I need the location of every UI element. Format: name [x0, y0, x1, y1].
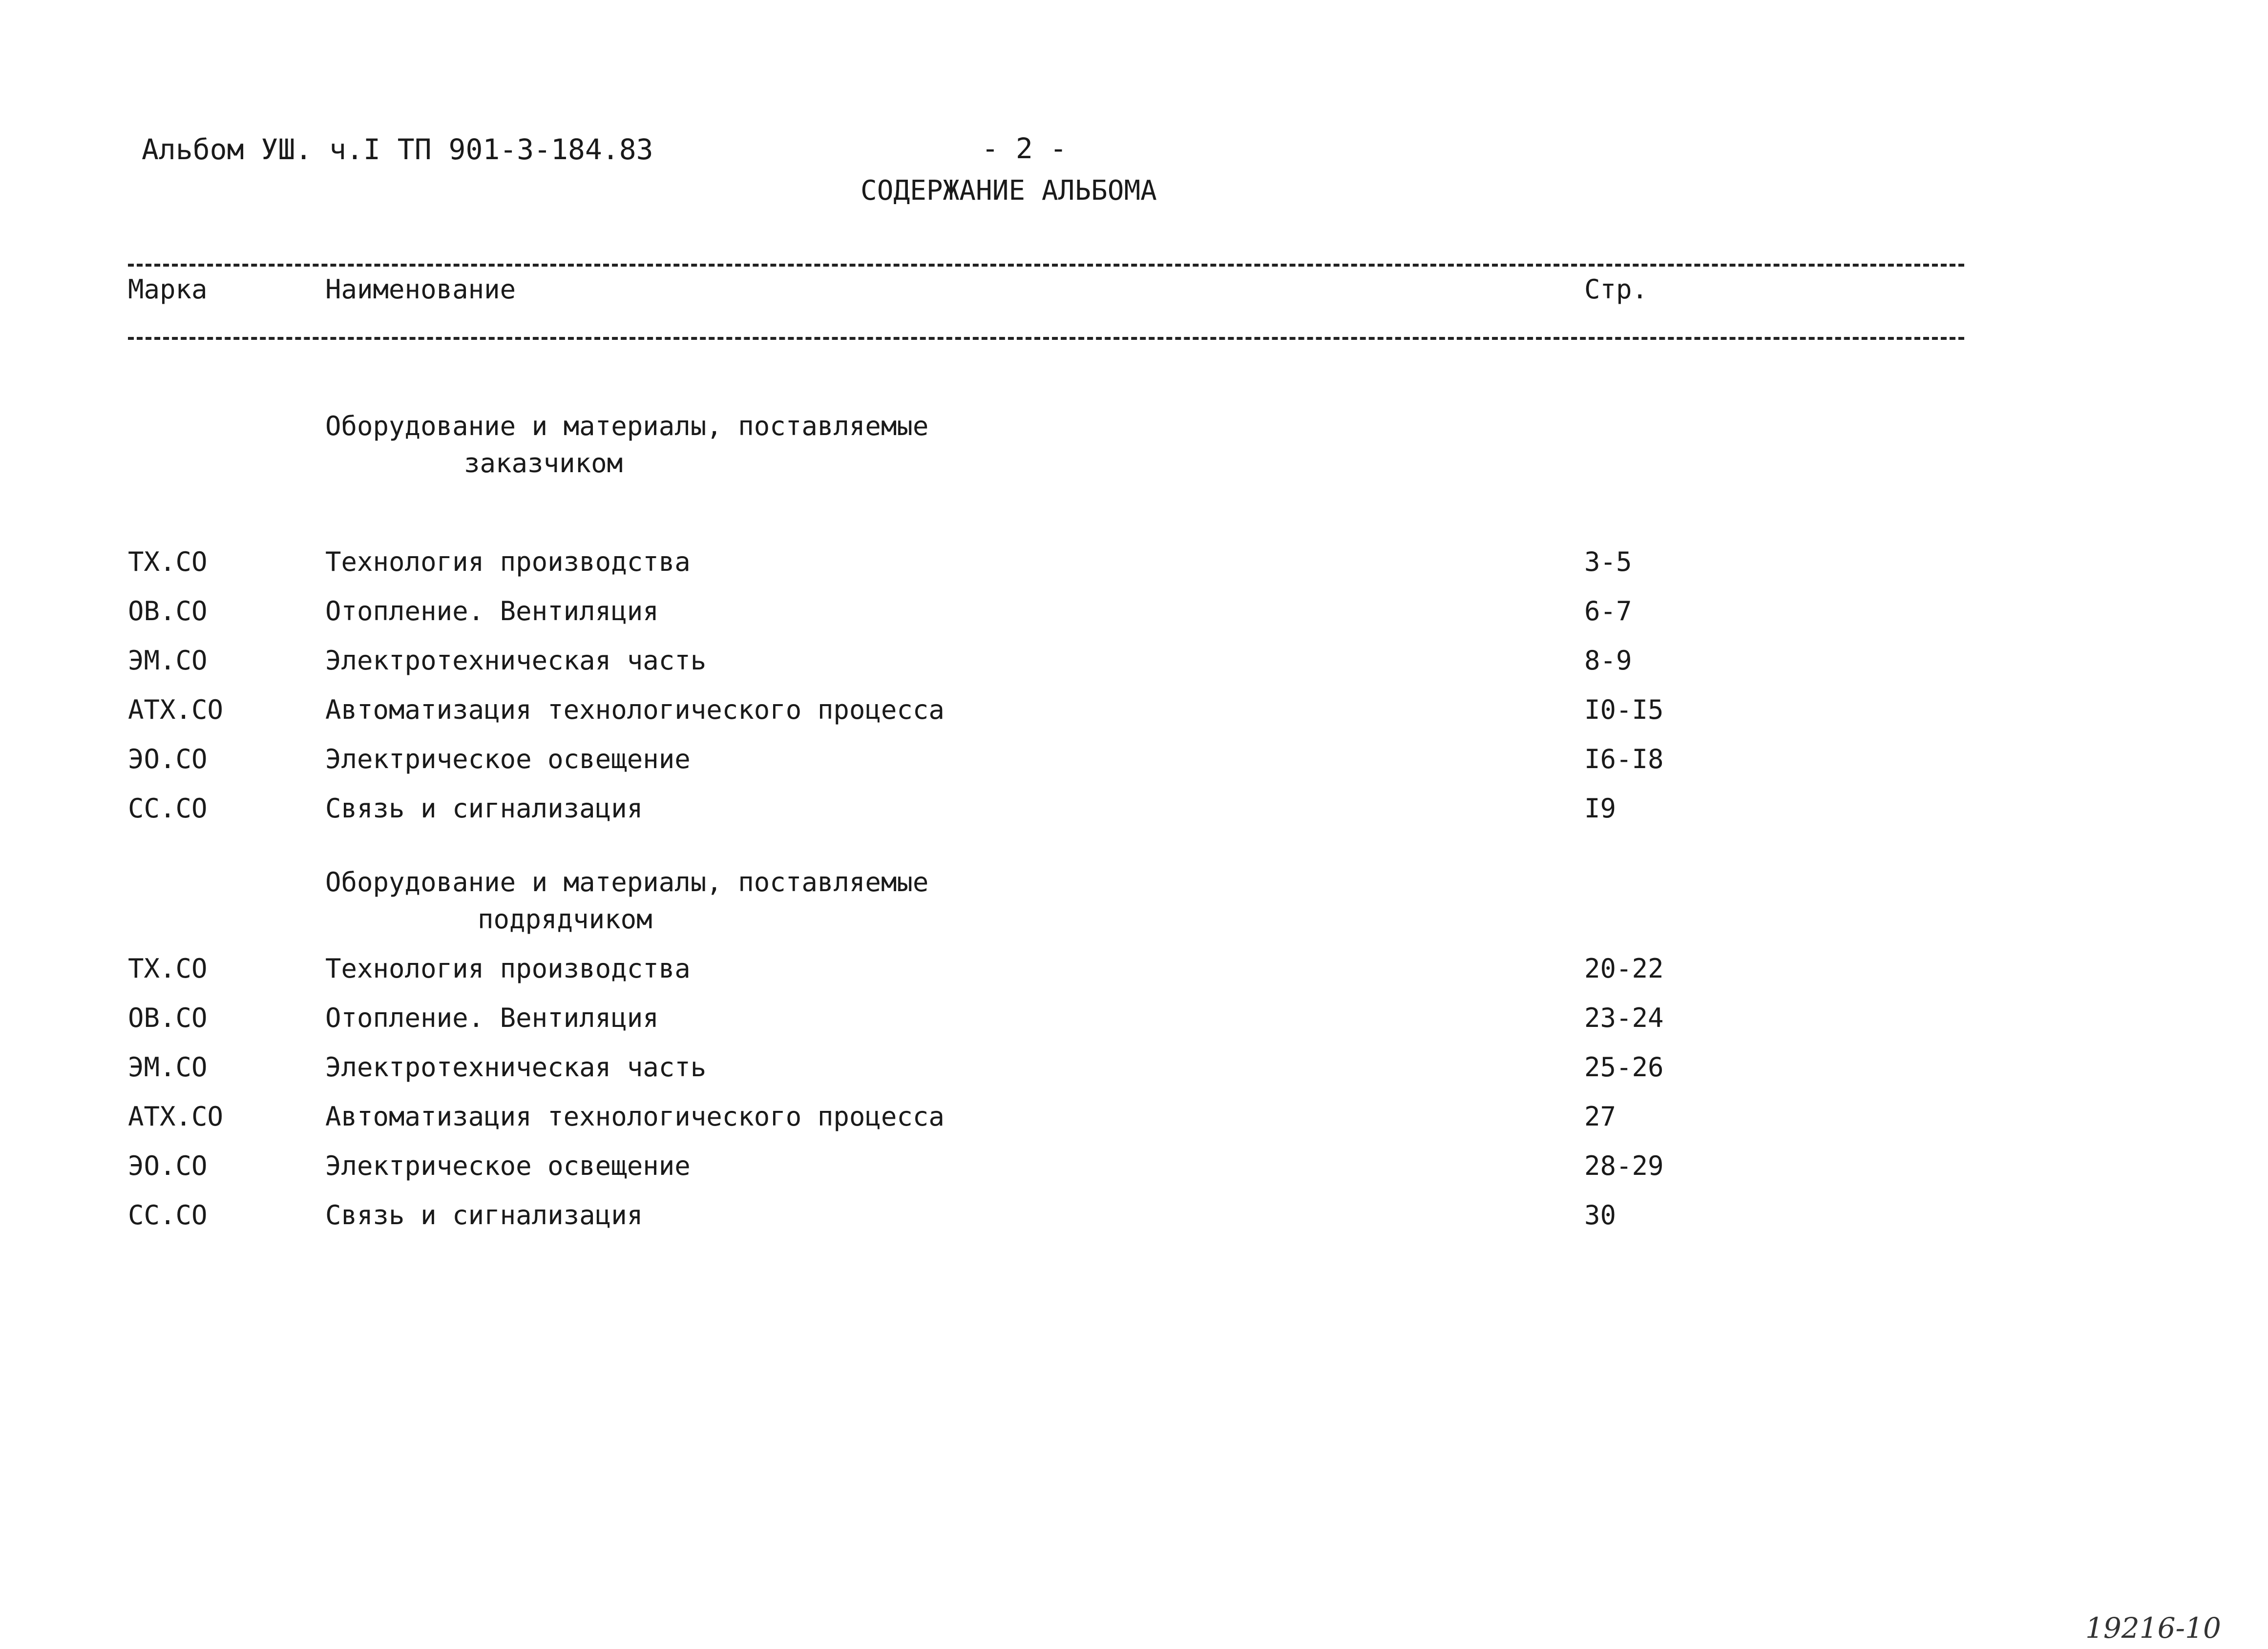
section-heading: Оборудование и материалы, поставляемые: [325, 867, 929, 898]
column-header-mark: Марка: [128, 274, 208, 305]
row-name: Связь и сигнализация: [325, 1200, 643, 1231]
handwritten-code: 19216-10: [2085, 1611, 2221, 1645]
row-mark: СС.СО: [128, 793, 208, 824]
row-mark: ЭО.СО: [128, 744, 208, 774]
row-page: I6-I8: [1584, 744, 1664, 774]
row-name: Электротехническая часть: [325, 645, 707, 676]
row-page: 8-9: [1584, 645, 1632, 676]
row-page: 28-29: [1584, 1150, 1664, 1181]
row-mark: ЭМ.СО: [128, 645, 208, 676]
row-page: I9: [1584, 793, 1617, 824]
row-name: Автоматизация технологического процесса: [325, 694, 945, 725]
section-heading: Оборудование и материалы, поставляемые: [325, 411, 929, 441]
page-number: - 2 -: [982, 132, 1067, 165]
column-header-page: Стр.: [1584, 274, 1648, 305]
row-page: 3-5: [1584, 546, 1632, 577]
section-heading-cont: заказчиком: [464, 448, 623, 479]
row-mark: АТХ.СО: [128, 1101, 224, 1132]
header-rule-bottom: [128, 337, 1964, 340]
row-mark: ЭО.СО: [128, 1150, 208, 1181]
row-mark: СС.СО: [128, 1200, 208, 1231]
section-heading-cont: подрядчиком: [478, 904, 652, 935]
row-mark: ОВ.СО: [128, 596, 208, 626]
header-rule-top: [128, 264, 1964, 267]
row-name: Автоматизация технологического процесса: [325, 1101, 945, 1132]
row-name: Связь и сигнализация: [325, 793, 643, 824]
row-name: Электрическое освещение: [325, 744, 691, 774]
row-mark: ОВ.СО: [128, 1002, 208, 1033]
row-name: Отопление. Вентиляция: [325, 596, 659, 626]
row-mark: ЭМ.СО: [128, 1052, 208, 1083]
row-name: Электрическое освещение: [325, 1150, 691, 1181]
row-mark: ТХ.СО: [128, 546, 208, 577]
row-page: 6-7: [1584, 596, 1632, 626]
row-page: I0-I5: [1584, 694, 1664, 725]
document-title: СОДЕРЖАНИЕ АЛЬБОМА: [861, 175, 1157, 207]
row-mark: АТХ.СО: [128, 694, 224, 725]
row-page: 25-26: [1584, 1052, 1664, 1083]
row-page: 27: [1584, 1101, 1617, 1132]
row-page: 23-24: [1584, 1002, 1664, 1033]
row-name: Отопление. Вентиляция: [325, 1002, 659, 1033]
row-page: 20-22: [1584, 953, 1664, 984]
album-reference: Альбом УШ. ч.I ТП 901-3-184.83: [142, 133, 653, 166]
row-name: Технология производства: [325, 953, 691, 984]
row-name: Технология производства: [325, 546, 691, 577]
row-page: 30: [1584, 1200, 1617, 1231]
row-mark: ТХ.СО: [128, 953, 208, 984]
column-header-name: Наименование: [325, 274, 516, 305]
row-name: Электротехническая часть: [325, 1052, 707, 1083]
